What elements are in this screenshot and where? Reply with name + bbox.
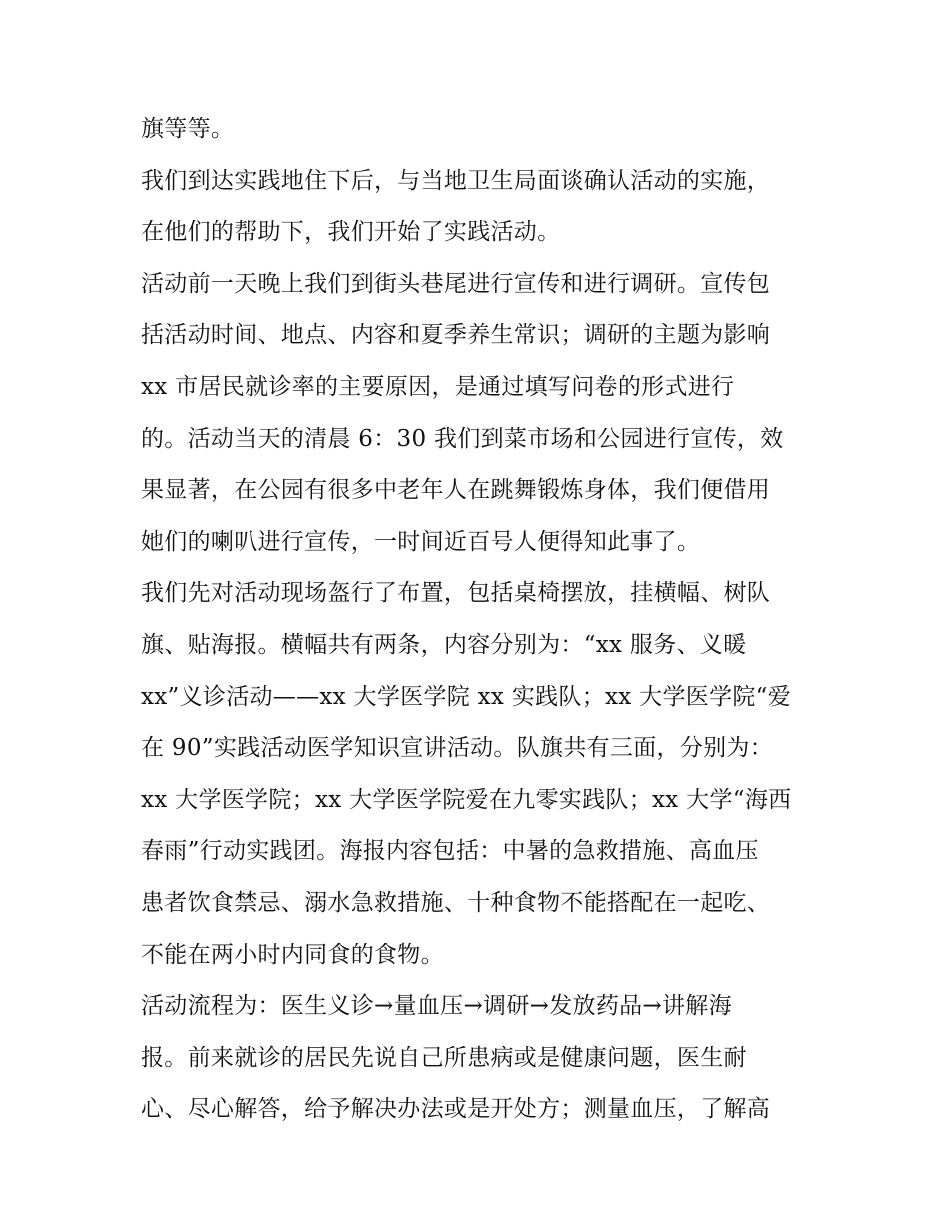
text-line: 她们的喇叭进行宣传，一时间近百号人便得知此事了。: [141, 528, 701, 555]
text-line: 报。前来就诊的居民先说自己所患病或是健康问题，医生耐: [141, 1044, 747, 1071]
text-line: 患者饮食禁忌、溺水急救措施、十种食物不能搭配在一起吃、: [141, 889, 771, 916]
text-line: 我们先对活动现场盔行了布置，包括桌椅摆放，挂横幅、树队: [141, 580, 771, 607]
text-line: 旗、贴海报。横幅共有两条，内容分别为：“xx 服务、义暖: [141, 631, 747, 658]
text-line: 旗等等。: [141, 116, 235, 142]
text-line: xx 大学医学院；xx 大学医学院爱在九零实践队；xx 大学“海西: [141, 786, 792, 813]
text-line: 春雨”行动实践团。海报内容包括：中暑的急救措施、高血压: [141, 838, 759, 865]
text-line: 果显著，在公园有很多中老年人在跳舞锻炼身体，我们便借用: [141, 477, 771, 504]
text-line: xx 市居民就诊率的主要原因，是通过填写问卷的形式进行: [141, 373, 735, 400]
text-line: 括活动时间、地点、内容和夏季养生常识；调研的主题为影响: [141, 322, 771, 349]
text-line: 我们到达实践地住下后，与当地卫生局面谈确认活动的实施，: [141, 167, 771, 194]
text-line: 的。活动当天的清晨 6：30 我们到菜市场和公园进行宣传，效: [141, 425, 784, 452]
document-body: [141, 104, 831, 1136]
text-line: 不能在两小时内同食的食物。: [141, 941, 444, 968]
text-line: 活动前一天晚上我们到街头巷尾进行宣传和进行调研。宣传包: [141, 270, 771, 297]
text-line: xx”义诊活动——xx 大学医学院 xx 实践队；xx 大学医学院“爱: [141, 683, 792, 710]
text-line: 心、尽心解答，给予解决办法或是开处方；测量血压，了解高: [141, 1096, 771, 1123]
text-line: 在他们的帮助下，我们开始了实践活动。: [141, 219, 561, 246]
text-line: 在 90”实践活动医学知识宣讲活动。队旗共有三面，分别为：: [141, 735, 774, 762]
text-line: 活动流程为：医生义诊→量血压→调研→发放药品→讲解海: [141, 993, 732, 1020]
